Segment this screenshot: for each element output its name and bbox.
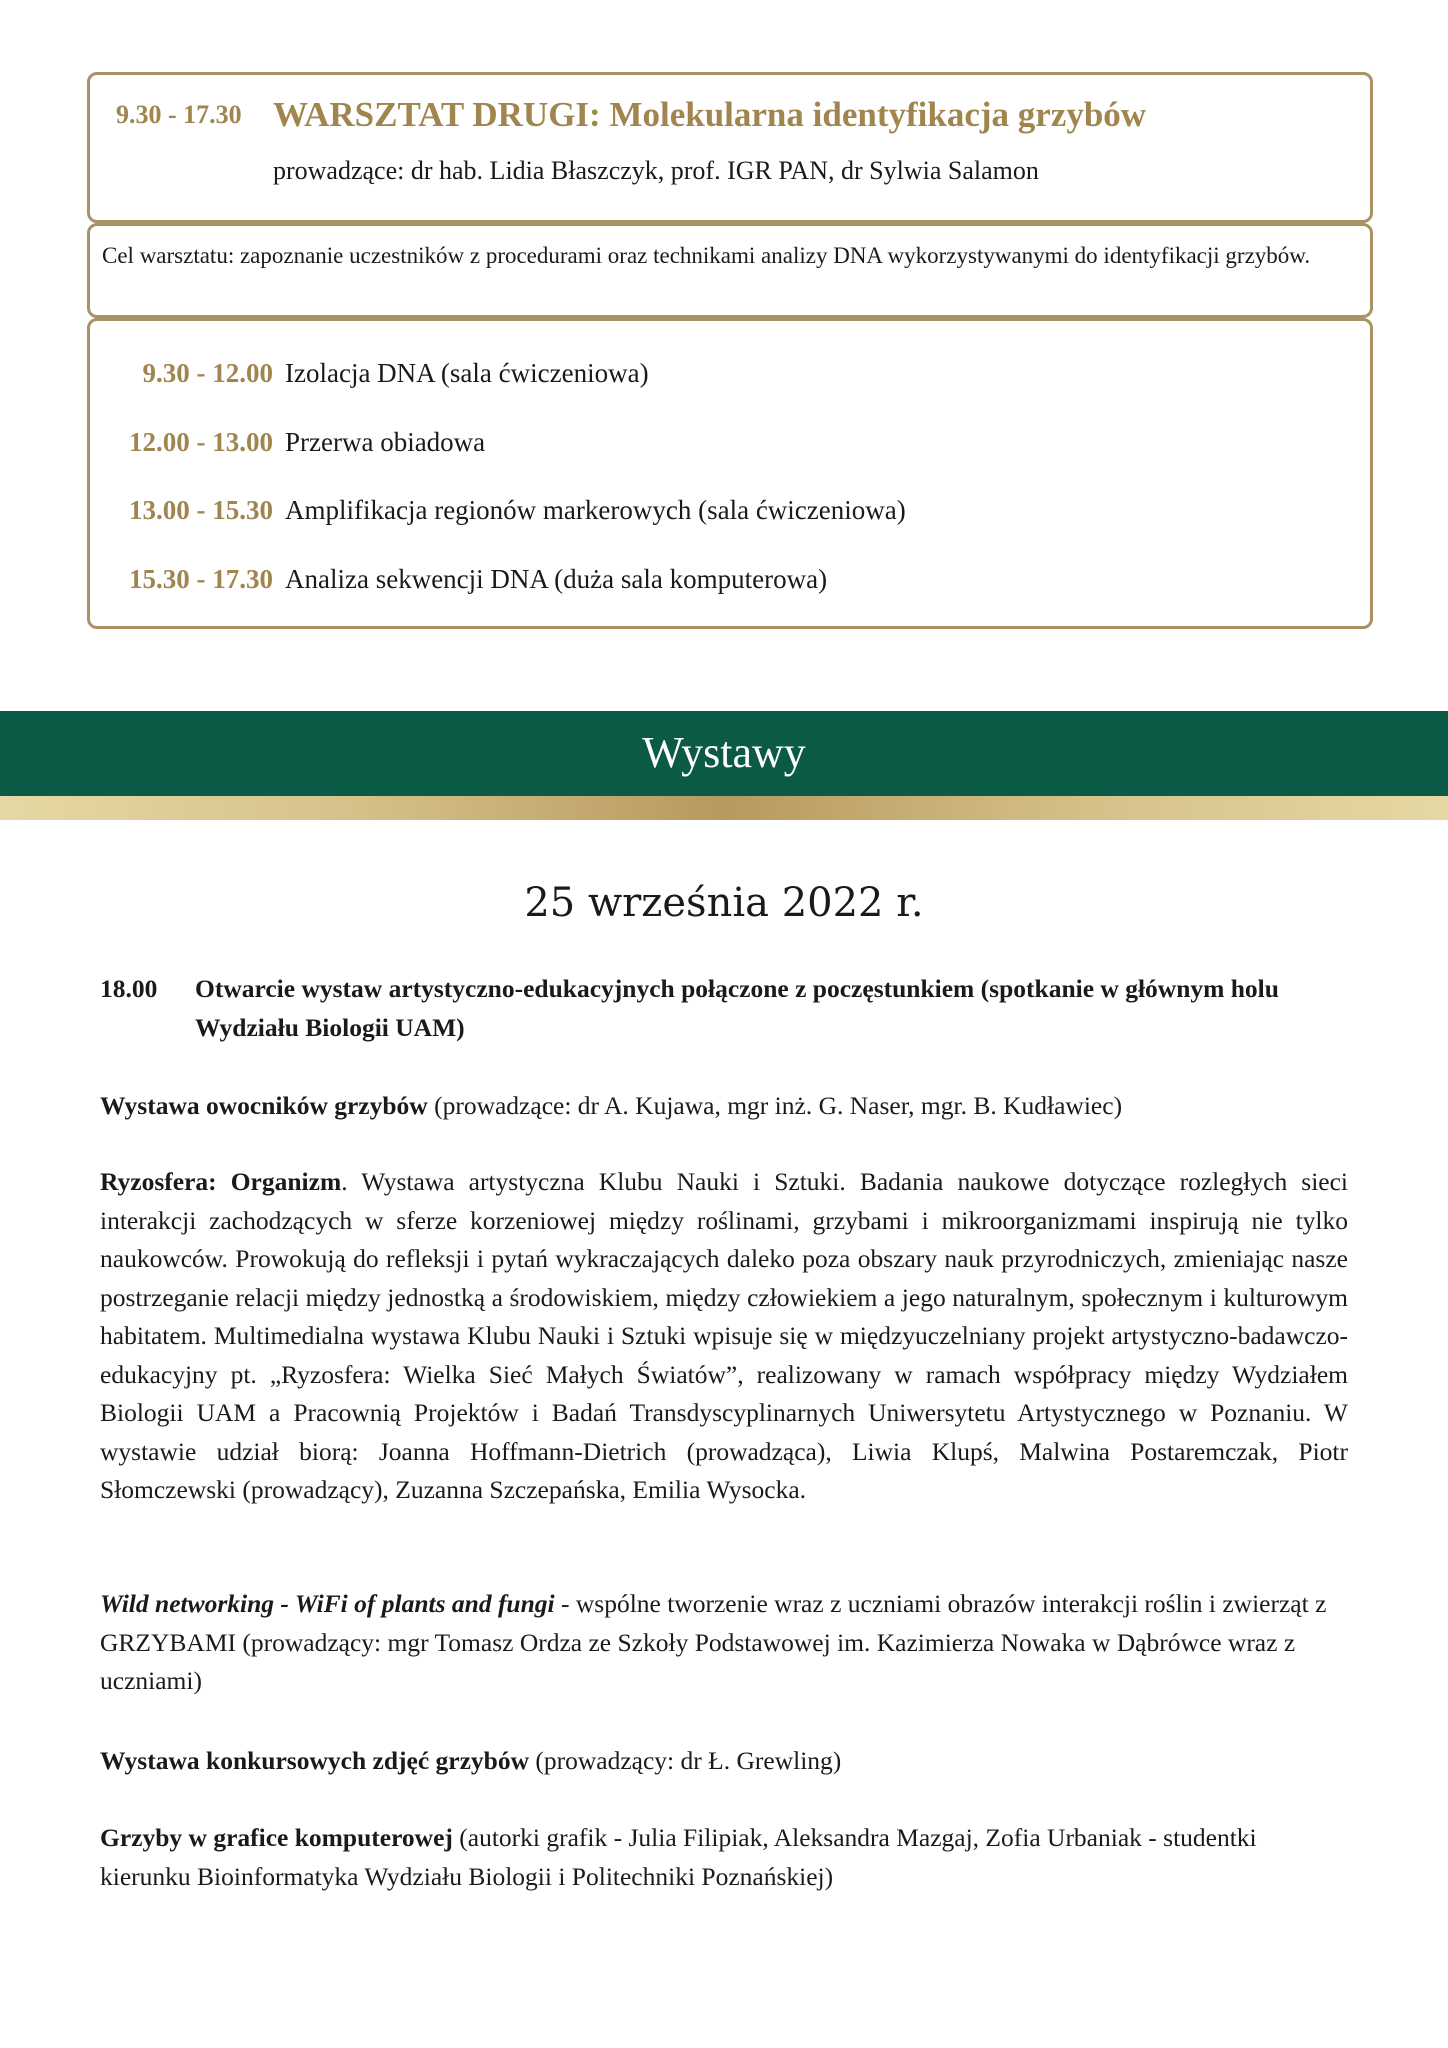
exhibition-ryzosfera bbox=[100, 1163, 1348, 1510]
opening-event bbox=[100, 970, 1375, 1047]
schedule-desc: Izolacja DNA (sala ćwiczeniowa) bbox=[285, 358, 649, 388]
schedule-row bbox=[102, 495, 906, 526]
schedule-time: 9.30 - 12.00 bbox=[142, 358, 273, 388]
exhibition-name: Ryzosfera: Organizm bbox=[100, 1167, 342, 1196]
exhibition-wild-networking bbox=[100, 1585, 1360, 1701]
schedule-desc: Amplifikacja regionów markerowych (sala ćwiczeniowa) bbox=[285, 495, 906, 525]
workshop-time: 9.30 - 17.30 bbox=[116, 100, 242, 129]
exhibition-name: Wystawa konkursowych zdjęć grzybów bbox=[100, 1746, 530, 1775]
schedule-row bbox=[102, 564, 827, 595]
exhibition-name: Wystawa owocników grzybów bbox=[100, 1091, 428, 1120]
workshop-header-box bbox=[87, 72, 1373, 223]
schedule-time: 15.30 - 17.30 bbox=[129, 564, 273, 594]
schedule-row bbox=[102, 358, 649, 389]
schedule-row bbox=[102, 427, 485, 458]
exhibition-details: (prowadzący: dr Ł. Grewling) bbox=[529, 1746, 842, 1775]
exhibition-details: (prowadzące: dr A. Kujawa, mgr inż. G. Naser, mgr. B. Kudławiec) bbox=[427, 1091, 1123, 1120]
exhibition-details: - wspólne tworzenie wraz z uczniami obrazów interakcji roślin i zwierząt z GRZYBAMI (prowadzący: mgr Tomasz Ordza ze Szkoły Podstawowej im. Kazimierza Nowaka w Dąbrówce wraz z uczniami) bbox=[100, 1589, 1327, 1695]
exhibition-details: (autorki grafik - Julia Filipiak, Aleksandra Mazgaj, Zofia Urbaniak - studentki kierunku Bioinformatyka Wydziału Biologii i Politechniki Poznańskiej) bbox=[100, 1823, 1257, 1891]
section-title: Wystawy bbox=[642, 728, 806, 777]
gold-divider bbox=[0, 796, 1448, 820]
exhibition-grafika bbox=[100, 1819, 1348, 1896]
opening-text: Otwarcie wystaw artystyczno-edukacyjnych połączone z poczęstunkiem (spotkanie w głównym holu Wydziału Biologii UAM) bbox=[195, 974, 1279, 1042]
schedule-time: 12.00 - 13.00 bbox=[129, 427, 273, 457]
event-date: 25 września 2022 r. bbox=[524, 880, 924, 926]
exhibition-details: . Wystawa artystyczna Klubu Nauki i Sztuki. Badania naukowe dotyczące rozległych sieci interakcji zachodzących w sferze korzeniowej między roślinami, grzybami i mikroorganizmami inspirują nie tylko naukowców. Prowokują do refleksji i pytań wykraczających daleko poza obszary nauk przyrodniczych, zmieniając nasze postrzeganie relacji między jednostką a środowiskiem, między człowiekiem a jego naturalnym, społecznym i kulturowym habitatem. Multimedialna wystawa Klubu Nauki i Sztuki wpisuje się w międzyuczelniany projekt artystyczno-badawczo-edukacyjny pt. „Ryzosfera: Wielka Sieć Małych Światów”, realizowany w ramach współpracy między Wydziałem Biologii UAM a Pracownią Projektów i Badań Transdyscyplinarnych Uniwersytetu Artystycznego w Poznaniu. W wystawie udział biorą: Joanna Hoffmann-Dietrich (prowadząca), Liwia Klupś, Malwina Postaremczak, Piotr Słomczewski (prowadzący), Zuzanna Szczepańska, Emilia Wysocka. bbox=[100, 1167, 1349, 1504]
schedule-time: 13.00 - 15.30 bbox=[129, 495, 273, 525]
exhibition-owocniki bbox=[100, 1087, 1348, 1126]
workshop-goal-box bbox=[87, 223, 1373, 318]
exhibition-name: Grzyby w grafice komputerowej bbox=[100, 1823, 453, 1852]
exhibition-name: Wild networking - WiFi of plants and fungi bbox=[100, 1589, 555, 1618]
schedule-desc: Przerwa obiadowa bbox=[285, 427, 486, 457]
exhibition-konkurs bbox=[100, 1742, 1348, 1781]
workshop-schedule-box bbox=[87, 318, 1373, 629]
workshop-goal: Cel warsztatu: zapoznanie uczestników z procedurami oraz technikami analizy DNA wykorzystywanymi do identyfikacji grzybów. bbox=[102, 243, 1311, 268]
workshop-title: WARSZTAT DRUGI: Molekularna identyfikacja grzybów bbox=[273, 95, 1147, 134]
opening-time: 18.00 bbox=[100, 974, 158, 1003]
section-banner bbox=[0, 711, 1448, 796]
workshop-leaders: prowadzące: dr hab. Lidia Błaszczyk, prof. IGR PAN, dr Sylwia Salamon bbox=[273, 156, 1039, 185]
schedule-desc: Analiza sekwencji DNA (duża sala komputerowa) bbox=[285, 564, 828, 594]
